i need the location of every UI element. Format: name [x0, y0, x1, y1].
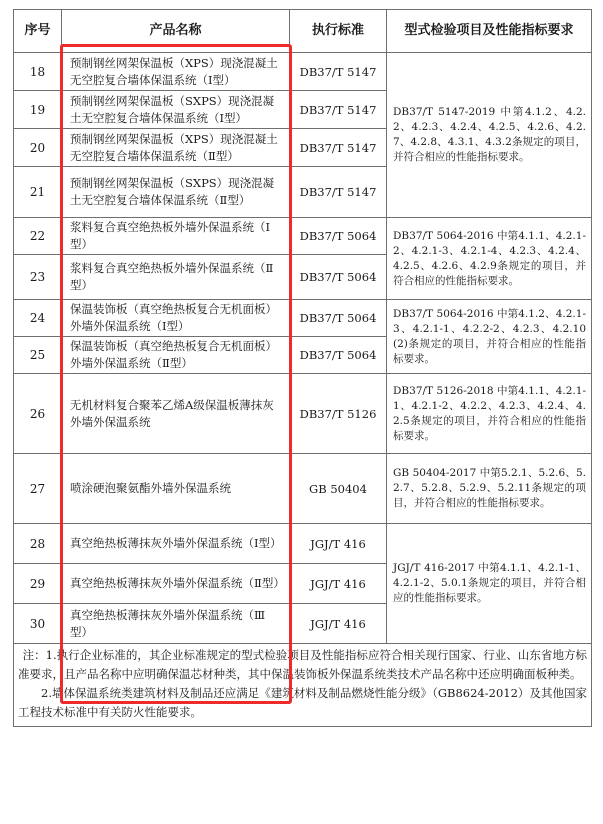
- row-product-name: 浆料复合真空绝热板外墙外保温系统（Ⅱ型）: [62, 255, 290, 300]
- header-requirements: 型式检验项目及性能指标要求: [387, 10, 592, 53]
- requirement-cell: DB37/T 5064-2016 中第4.1.1、4.2.1-2、4.2.1-3、4.2.1-4、4.2.3、4.2.4、4.2.5、4.2.6、4.2.9条规定的项目，并符合相应的性能指标要求。: [387, 218, 592, 300]
- row-index: 28: [14, 524, 62, 564]
- row-index: 30: [14, 604, 62, 644]
- notes-row: [14, 644, 592, 727]
- row-standard: GB 50404: [290, 454, 387, 524]
- row-standard: DB37/T 5064: [290, 300, 387, 337]
- row-product-name: 预制钢丝网架保温板（XPS）现浇混凝土无空腔复合墙体保温系统（Ⅱ型）: [62, 129, 290, 167]
- row-index: 23: [14, 255, 62, 300]
- row-index: 29: [14, 564, 62, 604]
- requirement-cell: JGJ/T 416-2017 中第4.1.1、4.2.1-1、4.2.1-2、5.0.1条规定的项目，并符合相应的性能指标要求。: [387, 524, 592, 644]
- row-index: 20: [14, 129, 62, 167]
- note-2: 2.墙体保温系统类建筑材料及制品还应满足《建筑材料及制品燃烧性能分级》（GB8624-2012）及其他国家工程技术标准中有关防火性能要求。: [18, 686, 587, 719]
- row-standard: JGJ/T 416: [290, 604, 387, 644]
- requirement-cell: DB37/T 5126-2018 中第4.1.1、4.2.1-1、4.2.1-2、4.2.2、4.2.3、4.2.4、4.2.5条规定的项目，并符合相应的性能指标要求。: [387, 374, 592, 454]
- row-index: 25: [14, 337, 62, 374]
- table-row: [14, 524, 592, 564]
- row-index: 21: [14, 167, 62, 218]
- row-product-name: 浆料复合真空绝热板外墙外保温系统（Ⅰ型）: [62, 218, 290, 255]
- row-standard: DB37/T 5064: [290, 255, 387, 300]
- row-index: 27: [14, 454, 62, 524]
- row-product-name: 无机材料复合聚苯乙烯A级保温板薄抹灰外墙外保温系统: [62, 374, 290, 454]
- row-standard: DB37/T 5147: [290, 91, 387, 129]
- product-standards-table: [13, 9, 592, 727]
- row-standard: DB37/T 5147: [290, 167, 387, 218]
- row-product-name: 保温装饰板（真空绝热板复合无机面板）外墙外保温系统（Ⅱ型）: [62, 337, 290, 374]
- row-standard: DB37/T 5147: [290, 53, 387, 91]
- header-index: 序号: [14, 10, 62, 53]
- table-row: [14, 218, 592, 255]
- row-index: 24: [14, 300, 62, 337]
- header-standard: 执行标准: [290, 10, 387, 53]
- table-row: [14, 374, 592, 454]
- row-index: 18: [14, 53, 62, 91]
- document-page: [13, 9, 591, 727]
- row-index: 22: [14, 218, 62, 255]
- row-standard: DB37/T 5064: [290, 337, 387, 374]
- table-row: [14, 454, 592, 524]
- requirement-cell: GB 50404-2017 中第5.2.1、5.2.6、5.2.7、5.2.8、5.2.9、5.2.11条规定的项目，并符合相应的性能指标要求。: [387, 454, 592, 524]
- row-product-name: 预制钢丝网架保温板（XPS）现浇混凝土无空腔复合墙体保温系统（Ⅰ型）: [62, 53, 290, 91]
- row-standard: DB37/T 5064: [290, 218, 387, 255]
- header-row: [14, 10, 592, 53]
- row-standard: JGJ/T 416: [290, 564, 387, 604]
- row-product-name: 真空绝热板薄抹灰外墙外保温系统（Ⅰ型）: [62, 524, 290, 564]
- note-1: 注：1.执行企业标准的，其企业标准规定的型式检验项目及性能指标应符合相关现行国家、行业、山东省地方标准要求，且产品名称中应明确保温芯材种类，其中保温装饰板外保温系统类技术产品名称中还应明确面板种类。: [18, 648, 587, 681]
- row-index: 26: [14, 374, 62, 454]
- requirement-cell: DB37/T 5147-2019 中第4.1.2、4.2.2、4.2.3、4.2.4、4.2.5、4.2.6、4.2.7、4.2.8、4.3.1、4.3.2条规定的项目，并符合相应的性能指标要求。: [387, 53, 592, 218]
- table-row: [14, 53, 592, 91]
- table-row: [14, 300, 592, 337]
- row-product-name: 真空绝热板薄抹灰外墙外保温系统（Ⅲ型）: [62, 604, 290, 644]
- header-product: 产品名称: [62, 10, 290, 53]
- row-standard: JGJ/T 416: [290, 524, 387, 564]
- notes-cell: [14, 644, 592, 727]
- row-standard: DB37/T 5126: [290, 374, 387, 454]
- row-index: 19: [14, 91, 62, 129]
- row-product-name: 保温装饰板（真空绝热板复合无机面板）外墙外保温系统（Ⅰ型）: [62, 300, 290, 337]
- requirement-cell: DB37/T 5064-2016 中第4.1.2、4.2.1-3、4.2.1-1、4.2.2-2、4.2.3、4.2.10(2)条规定的项目，并符合相应的性能指标要求。: [387, 300, 592, 374]
- row-standard: DB37/T 5147: [290, 129, 387, 167]
- row-product-name: 预制钢丝网架保温板（SXPS）现浇混凝土无空腔复合墙体保温系统（Ⅰ型）: [62, 91, 290, 129]
- row-product-name: 喷涂硬泡聚氨酯外墙外保温系统: [62, 454, 290, 524]
- row-product-name: 真空绝热板薄抹灰外墙外保温系统（Ⅱ型）: [62, 564, 290, 604]
- row-product-name: 预制钢丝网架保温板（SXPS）现浇混凝土无空腔复合墙体保温系统（Ⅱ型）: [62, 167, 290, 218]
